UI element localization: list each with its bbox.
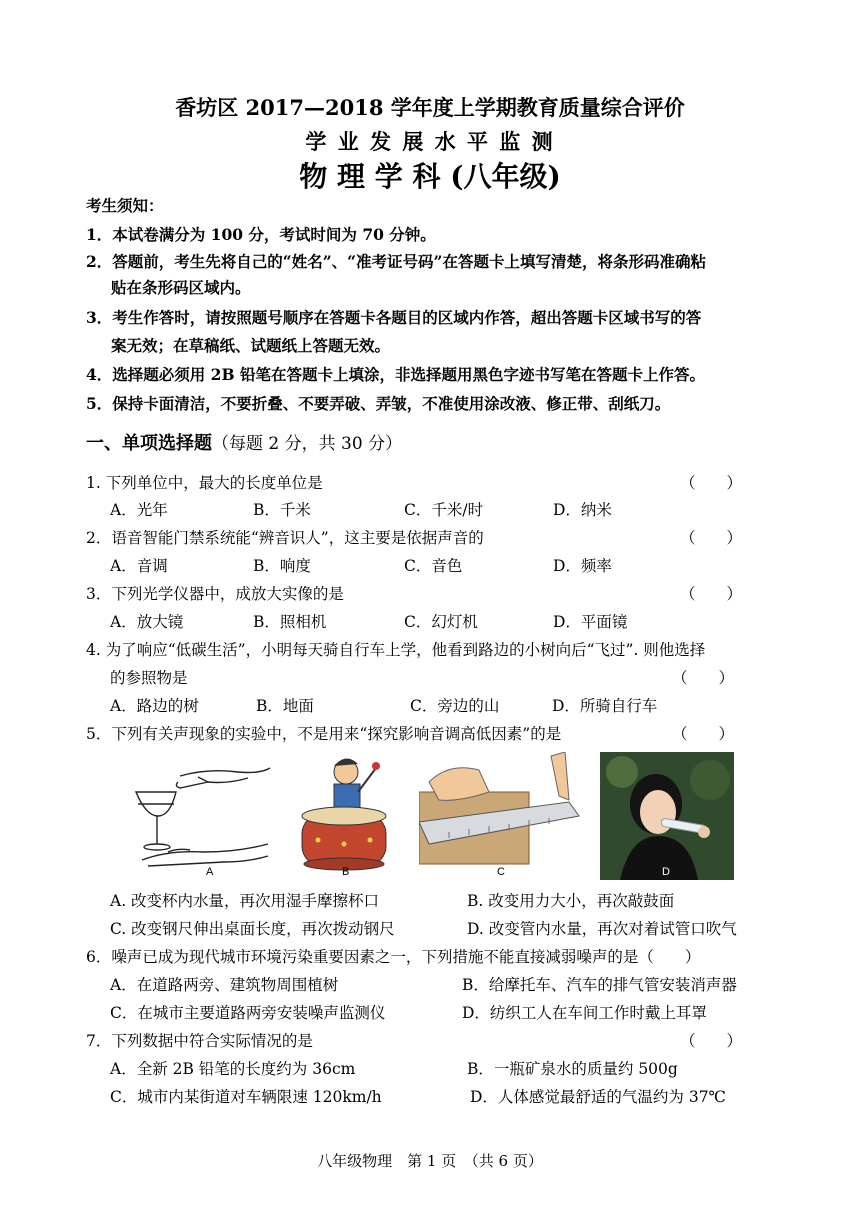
section-heading	[86, 429, 402, 455]
boy-drum-icon	[288, 752, 406, 880]
q1-option-a: A．光年	[110, 501, 168, 519]
figure-c-ruler	[419, 752, 586, 880]
q3-option-c: C．幻灯机	[404, 613, 478, 631]
exam-subtitle: 学 业 发 展 水 平 监 测	[305, 129, 555, 154]
question-2-stem: 2．语音智能门禁系统能“辨音识人”，这主要是依据声音的	[86, 529, 484, 547]
q3-option-d: D．平面镜	[553, 613, 628, 631]
exam-title: 香坊区 2017—2018 学年度上学期教育质量综合评价	[175, 95, 685, 120]
q4-option-a: A．路边的树	[110, 697, 199, 715]
wine-glass-hands-icon	[128, 752, 274, 880]
q1-option-b: B．千米	[253, 501, 311, 519]
q5-option-a: A. 改变杯内水量，再次用湿手摩擦杯口	[110, 892, 380, 910]
notice-item: 1．本试卷满分为 100 分，考试时间为 70 分钟。	[86, 225, 436, 244]
answer-bracket: （ ）	[680, 1032, 743, 1050]
ruler-table-icon	[419, 752, 586, 880]
q4-option-d: D．所骑自行车	[552, 697, 658, 715]
q2-option-d: D．频率	[553, 557, 612, 575]
section-score-note: （每题 2 分，共 30 分）	[212, 434, 403, 454]
page-footer: 八年级物理 第 1 页 （共 6 页）	[317, 1152, 543, 1170]
answer-bracket: （ ）	[680, 529, 743, 547]
notice-item: 2．答题前，考生先将自己的“姓名”、“准考证号码”在答题卡上填写清楚，将条形码准确粘	[86, 252, 706, 271]
q3-option-a: A．放大镜	[110, 613, 184, 631]
q4-option-c: C．旁边的山	[410, 697, 500, 715]
answer-bracket: （ ）	[672, 669, 735, 687]
q6-option-a: A．在道路两旁、建筑物周围植树	[110, 976, 339, 994]
q2-option-c: C．音色	[404, 557, 463, 575]
q2-option-a: A．音调	[110, 557, 168, 575]
figure-a-label: A	[206, 866, 214, 878]
question-1-stem: 1. 下列单位中，最大的长度单位是	[86, 474, 323, 492]
q7-option-c: C．城市内某街道对车辆限速 120km/h	[110, 1088, 382, 1106]
q1-option-d: D．纳米	[553, 501, 612, 519]
figure-b-label: B	[342, 866, 350, 878]
question-4-stem-cont: 的参照物是	[110, 669, 188, 687]
q5-option-b: B. 改变用力大小，再次敲鼓面	[467, 892, 675, 910]
question-5-stem: 5．下列有关声现象的实验中，不是用来“探究影响音调高低因素”的是	[86, 725, 562, 743]
figure-c-label: C	[497, 866, 505, 878]
notice-item: 3．考生作答时，请按照题号顺序在答题卡各题目的区域内作答，超出答题卡区域书写的答	[86, 308, 702, 327]
answer-bracket: （ ）	[672, 725, 735, 743]
notice-item: 5．保持卡面清洁，不要折叠、不要弄破、弄皱，不准使用涂改液、修正带、刮纸刀。	[86, 394, 671, 413]
q2-option-b: B．响度	[253, 557, 311, 575]
question-3-stem: 3．下列光学仪器中，成放大实像的是	[86, 585, 344, 603]
q3-option-b: B．照相机	[253, 613, 327, 631]
q7-option-d: D．人体感觉最舒适的气温约为 37℃	[470, 1088, 726, 1106]
section-title: 一、单项选择题	[86, 433, 212, 454]
q6-option-b: B．给摩托车、汽车的排气管安装消声器	[462, 976, 737, 994]
question-6-stem: 6．噪声已成为现代城市环境污染重要因素之一，下列措施不能直接减弱噪声的是（ ）	[86, 948, 701, 966]
notice-item: 贴在条形码区域内。	[111, 278, 251, 297]
q6-option-d: D．纺织工人在车间工作时戴上耳罩	[462, 1004, 707, 1022]
answer-bracket: （ ）	[680, 585, 743, 603]
subject-title: 物 理 学 科 (八年级)	[299, 160, 561, 193]
answer-bracket: （ ）	[680, 474, 743, 492]
q5-option-c: C. 改变钢尺伸出桌面长度，再次拨动钢尺	[110, 920, 395, 938]
notice-item: 案无效；在草稿纸、试题纸上答题无效。	[111, 336, 391, 355]
q7-option-a: A．全新 2B 铅笔的长度约为 36cm	[110, 1060, 356, 1078]
notice-heading: 考生须知：	[86, 196, 164, 215]
figure-d-test-tube	[600, 752, 734, 880]
q6-option-c: C．在城市主要道路两旁安装噪声监测仪	[110, 1004, 386, 1022]
question-7-stem: 7．下列数据中符合实际情况的是	[86, 1032, 313, 1050]
figure-a-wine-glass	[128, 752, 274, 880]
q4-option-b: B．地面	[256, 697, 314, 715]
notice-item: 4．选择题必须用 2B 铅笔在答题卡上填涂，非选择题用黑色字迹书写笔在答题卡上作答。	[86, 365, 705, 384]
q7-option-b: B．一瓶矿泉水的质量约 500g	[467, 1060, 678, 1078]
figure-d-label: D	[662, 866, 670, 878]
figure-b-drum	[288, 752, 406, 880]
q5-option-d: D. 改变管内水量，再次对着试管口吹气	[467, 920, 737, 938]
question-4-stem: 4. 为了响应“低碳生活”，小明每天骑自行车上学，他看到路边的小树向后“飞过”. 则他选择	[86, 641, 706, 659]
girl-test-tube-icon	[600, 752, 734, 880]
q1-option-c: C．千米/时	[404, 501, 484, 519]
